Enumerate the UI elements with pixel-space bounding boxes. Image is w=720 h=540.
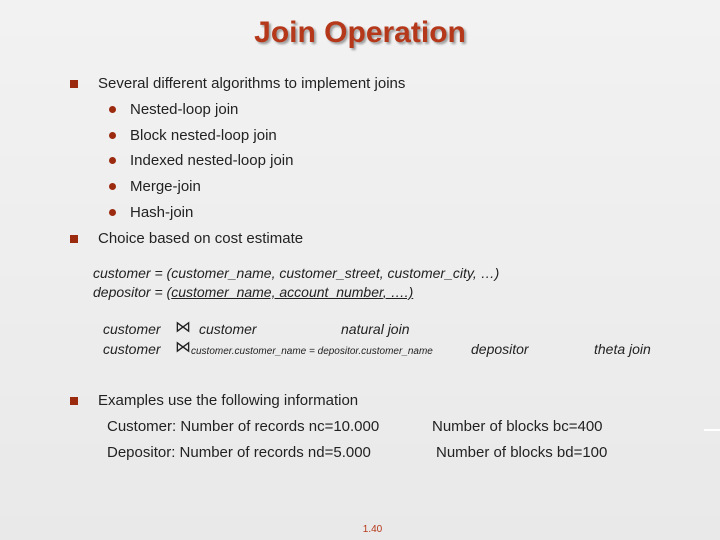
- list-item: Block nested-loop join: [130, 127, 277, 144]
- depositor-schema: [93, 284, 413, 300]
- dot-bullet-icon: [109, 183, 116, 190]
- list-item: Merge-join: [130, 178, 201, 195]
- edge-mark: [704, 429, 720, 431]
- dot-bullet-icon: [109, 157, 116, 164]
- bullet-algorithms: Several different algorithms to implement joins: [98, 75, 406, 92]
- join2-right: depositor: [471, 341, 529, 357]
- dot-bullet-icon: [109, 132, 116, 139]
- join1-left: customer: [103, 321, 161, 337]
- depositor-blocks: Number of blocks bd=100: [436, 444, 608, 461]
- slide-title: Join Operation: [254, 16, 466, 49]
- depositor-schema-prefix: depositor = (: [93, 284, 172, 300]
- square-bullet-icon: [70, 235, 78, 243]
- list-item: Nested-loop join: [130, 101, 239, 118]
- bullet-cost-estimate: Choice based on cost estimate: [98, 230, 304, 247]
- natural-join-label: natural join: [341, 321, 410, 337]
- join-condition: customer.customer_name = depositor.customer_name: [191, 346, 433, 357]
- customer-blocks: Number of blocks bc=400: [432, 418, 603, 435]
- depositor-key: customer_name, account_number: [171, 284, 383, 300]
- join1-right: customer: [199, 321, 257, 337]
- square-bullet-icon: [70, 397, 78, 405]
- dot-bullet-icon: [109, 209, 116, 216]
- square-bullet-icon: [70, 80, 78, 88]
- bullet-examples: Examples use the following information: [98, 392, 359, 409]
- depositor-schema-suffix: , ….): [382, 284, 414, 300]
- list-item: Hash-join: [130, 204, 194, 221]
- page-number: 1.40: [362, 524, 383, 535]
- theta-join-label: theta join: [594, 341, 651, 357]
- bowtie-join-icon: ⋈: [175, 319, 191, 336]
- dot-bullet-icon: [109, 106, 116, 113]
- depositor-records: Depositor: Number of records nd=5.000: [107, 444, 371, 461]
- bowtie-join-icon: ⋈: [175, 339, 191, 356]
- customer-schema: customer = (customer_name, customer_street, customer_city, …): [93, 265, 500, 281]
- join2-left: customer: [103, 341, 161, 357]
- list-item: Indexed nested-loop join: [130, 152, 294, 169]
- customer-records: Customer: Number of records nc=10.000: [107, 418, 380, 435]
